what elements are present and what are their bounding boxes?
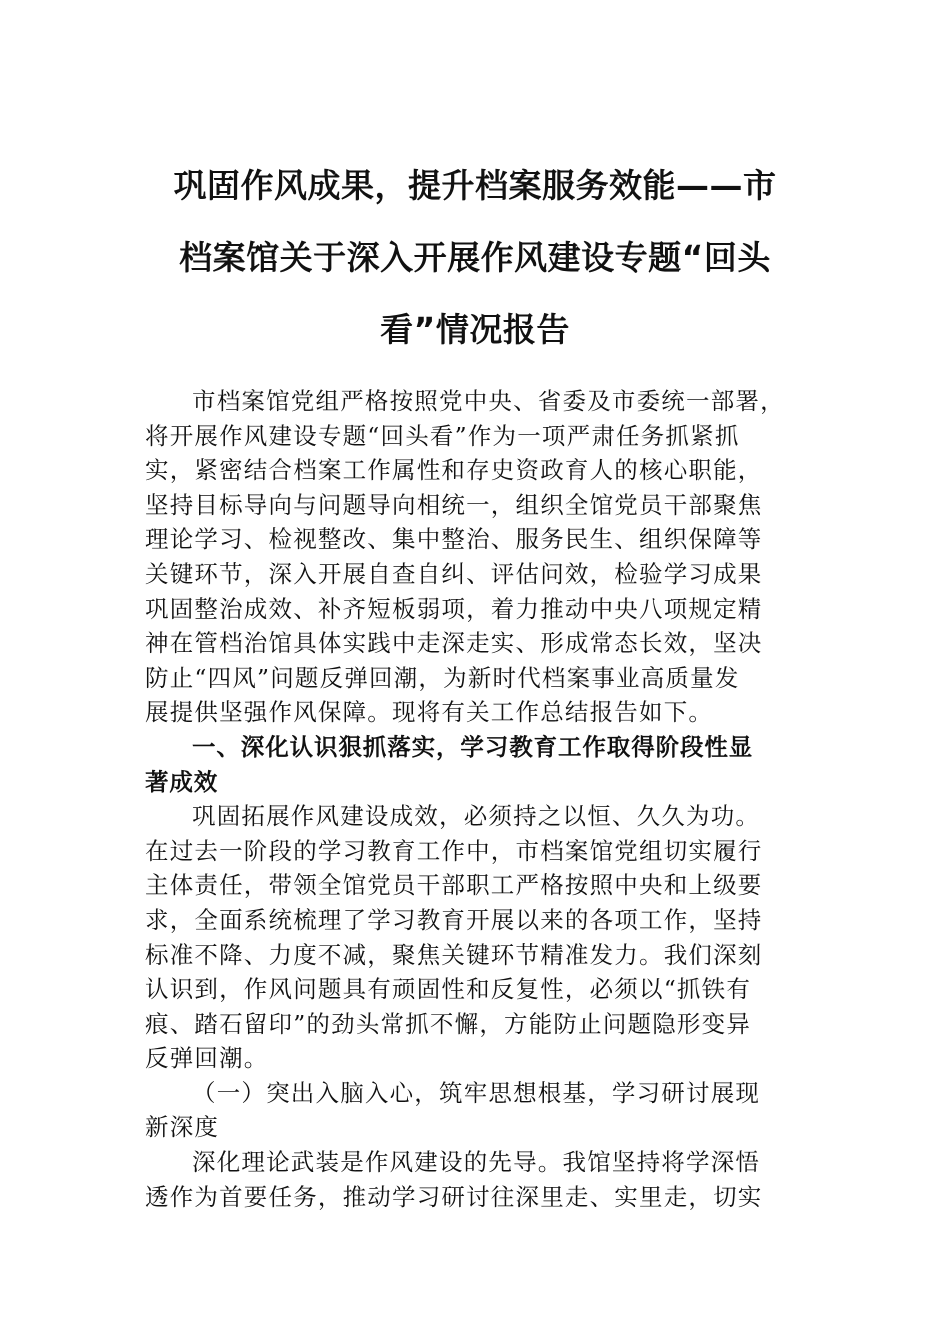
- paragraph-line: 市档案馆党组严格按照党中央、省委及市委统一部署，: [192, 387, 785, 415]
- paragraph-line: 实，紧密结合档案工作属性和存史资政育人的核心职能，: [145, 456, 763, 485]
- paragraph-line: 标准不降、力度不减，聚焦关键环节精准发力。我们深刻: [145, 940, 763, 969]
- paragraph-line: 求，全面系统梳理了学习教育开展以来的各项工作，坚持: [145, 905, 763, 934]
- paragraph-line: 认识到，作风问题具有顽固性和反复性，必须以“抓铁有: [145, 975, 752, 1004]
- title-line: 巩固作风成果，提升档案服务效能——市: [173, 166, 777, 205]
- paragraph-line: 透作为首要任务，推动学习研讨往深里走、实里走，切实: [145, 1182, 763, 1211]
- paragraph-line: 巩固拓展作风建设成效，必须持之以恒、久久为功。: [192, 802, 761, 831]
- document-body: [145, 384, 805, 1214]
- paragraph-line: 反弹回潮。: [145, 1044, 269, 1073]
- paragraph-line: 将开展作风建设专题“回头看”作为一项严肃任务抓紧抓: [145, 421, 740, 450]
- section-heading-line: 一、深化认识狠抓落实，学习教育工作取得阶段性显: [192, 732, 754, 761]
- paragraph-line: 巩固整治成效、补齐短板弱项，着力推动中央八项规定精: [145, 594, 763, 623]
- paragraph-line: 在过去一阶段的学习教育工作中，市档案馆党组切实履行: [145, 836, 763, 865]
- title-line: 档案馆关于深入开展作风建设专题“回头: [179, 238, 771, 277]
- document-title: [140, 150, 810, 366]
- paragraph-line: 展提供坚强作风保障。现将有关工作总结报告如下。: [145, 698, 714, 727]
- paragraph-line: 理论学习、检视整改、集中整治、服务民生、组织保障等: [145, 525, 763, 554]
- paragraph-line: 防止“四风”问题反弹回潮，为新时代档案事业高质量发: [145, 663, 740, 692]
- paragraph-line: 主体责任，带领全馆党员干部职工严格按照中央和上级要: [145, 871, 763, 900]
- title-line: 看”情况报告: [380, 310, 570, 349]
- paragraph-line: （一）突出入脑入心，筑牢思想根基，学习研讨展现: [192, 1078, 761, 1107]
- paragraph-line: 神在管档治馆具体实践中走深走实、形成常态长效，坚决: [145, 629, 763, 658]
- paragraph-line: 深化理论武装是作风建设的先导。我馆坚持将学深悟: [192, 1148, 761, 1177]
- paragraph-line: 关键环节，深入开展自查自纠、评估问效，检验学习成果: [145, 559, 763, 588]
- section-heading-line: 著成效: [145, 767, 219, 796]
- paragraph-line: 痕、踏石留印”的劲头常抓不懈，方能防止问题隐形变异: [145, 1009, 752, 1038]
- paragraph-line: 新深度: [145, 1113, 220, 1142]
- paragraph-line: 坚持目标导向与问题导向相统一，组织全馆党员干部聚焦: [145, 490, 763, 519]
